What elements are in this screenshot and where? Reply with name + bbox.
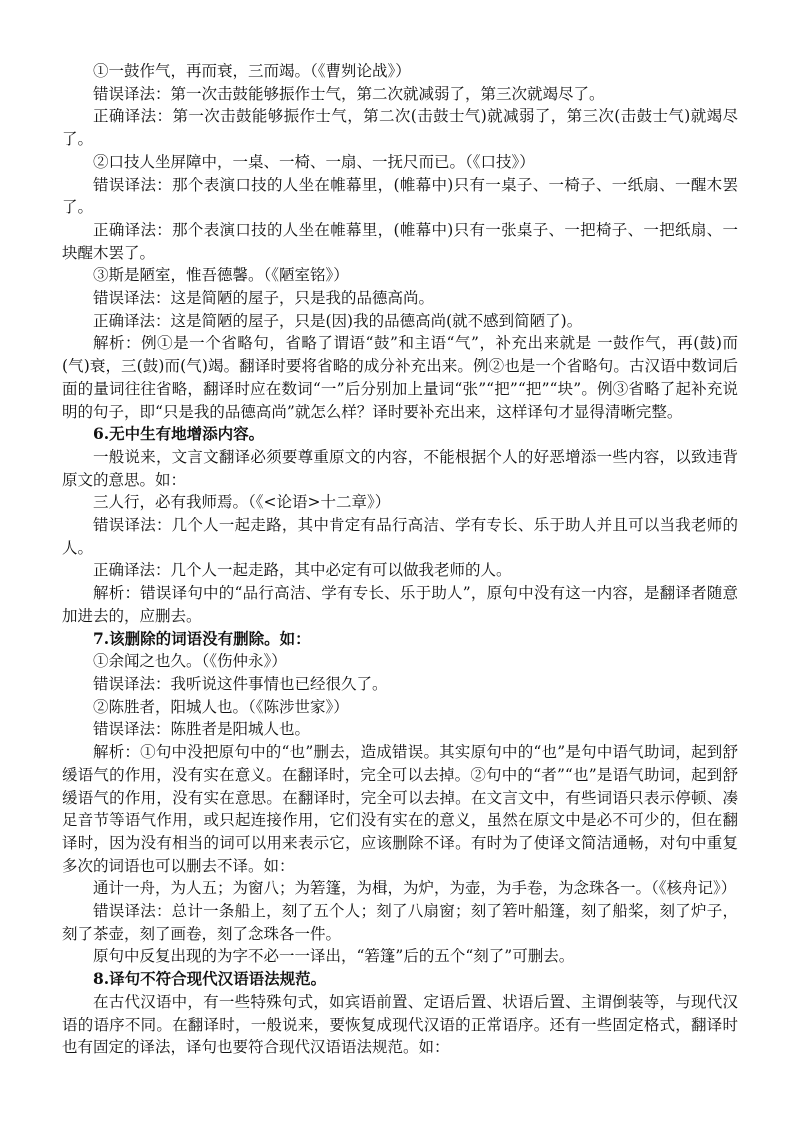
paragraph: 错误译法：总计一条船上，刻了五个人；刻了八扇窗；刻了箬叶船篷，刻了船桨，刻了炉子，刻了茶壶，刻了画卷，刻了念珠各一件。	[62, 902, 738, 943]
section-heading: 6.无中生有地增添内容。	[93, 424, 265, 444]
paragraph: 错误译法：这是简陋的屋子，只是我的品德高尚。	[93, 289, 435, 308]
document-body	[62, 60, 738, 1059]
paragraph: 错误译法：陈胜者是阳城人也。	[93, 720, 311, 739]
section-heading: 8.译句不符合现代汉语语法规范。	[93, 969, 327, 989]
paragraph: 一般说来，文言文翻译必须要尊重原文的内容，不能根据个人的好恶增添一些内容，以致违背原文的意思。如：	[62, 447, 738, 489]
paragraph: 正确译法：几个人一起走路，其中必定有可以做我老师的人。	[93, 561, 512, 580]
paragraph: 解析：①句中没把原句中的“也”删去，造成错误。其实原句中的“也”是句中语气助词，起到舒缓语气的作用，没有实在意义。在翻译时，完全可以去掉。②句中的“者”“也”是语气助词，起到舒缓语气的作用，没有实在意思。在翻译时，完全可以去掉。在文言文中，有些词语只表示停顿、凑足音节等语气作用，或只起连接作用，它们没有实在的意义，虽然在原文中是必不可少的，但在翻译时，因为没有相当的词可以用来表示它，应该删除不译。有时为了使译文简洁通畅，对句中重复多次的词语也可以删去不译。如：	[62, 743, 738, 875]
paragraph: ①一鼓作气，再而衰，三而竭。（《曹刿论战》）	[93, 62, 411, 80]
paragraph: 错误译法：那个表演口技的人坐在帷幕里，(帷幕中)只有一桌子、一椅子、一纸扇、一醒木罢了。	[62, 175, 738, 217]
paragraph: 错误译法：几个人一起走路，其中肯定有品行高洁、学有专长、乐于助人并且可以当我老师的人。	[62, 516, 738, 557]
paragraph: 错误译法：我听说这件事情也已经很久了。	[93, 674, 388, 693]
paragraph: 在古代汉语中，有一些特殊句式，如宾语前置、定语后置、状语后置、主谓倒装等，与现代汉语的语序不同。在翻译时，一般说来，要恢复成现代汉语的正常语序。还有一些固定格式，翻译时也有固定的译法，译句也要符合现代汉语语法规范。如：	[62, 992, 738, 1057]
section-heading: 7.该删除的词语没有删除。如：	[93, 628, 311, 648]
paragraph: 错误译法：第一次击鼓能够振作士气，第二次就减弱了，第三次就竭尽了。	[93, 84, 605, 103]
paragraph: 正确译法：那个表演口技的人坐在帷幕里，(帷幕中)只有一张桌子、一把椅子、一把纸扇、一块醒木罢了。	[62, 220, 738, 262]
paragraph: 通计一舟，为人五；为窗八；为箬篷，为楫，为炉，为壶，为手卷，为念珠各一。（《核舟记》）	[93, 879, 737, 898]
paragraph: ③斯是陋室，惟吾德馨。（《陋室铭》）	[93, 266, 349, 285]
paragraph: 解析：错误译句中的“品行高洁、学有专长、乐于助人”，原句中没有这一内容，是翻译者随意加进去的，应删去。	[62, 584, 738, 625]
paragraph: 正确译法：第一次击鼓能够振作士气，第二次(击鼓士气)就减弱了，第三次(击鼓士气)就竭尽了。	[62, 107, 738, 149]
paragraph: 三人行，必有我师焉。（《<论语>十二章》）	[93, 493, 391, 512]
paragraph: ②陈胜者，阳城人也。（《陈涉世家》）	[93, 697, 349, 716]
paragraph: 解析：例①是一个省略句，省略了谓语“鼓”和主语“气”，补充出来就是 一鼓作气，再(鼓)而(气)衰，三(鼓)而(气)竭。翻译时要将省略的成分补充出来。例②也是一个省略句。古汉语中数词后面的量词往往省略，翻译时应在数词“一”后分别加上量词“张”“把”“把”“块”。例③省略了起补充说明的句子，即“只是我的品德高尚”就怎么样？译时要补充出来，这样译句才显得清晰完整。	[62, 334, 738, 421]
paragraph: ①余闻之也久。（《伤仲永》）	[93, 652, 287, 671]
paragraph: 原句中反复出现的为字不必一一译出，“箬篷”后的五个“刻了”可删去。	[93, 947, 575, 966]
paragraph: 正确译法：这是简陋的屋子，只是(因)我的品德高尚(就不感到简陋了)。	[93, 311, 583, 330]
paragraph: ②口技人坐屏障中，一桌、一椅、一扇、一抚尺而已。（《口技》）	[93, 152, 535, 171]
